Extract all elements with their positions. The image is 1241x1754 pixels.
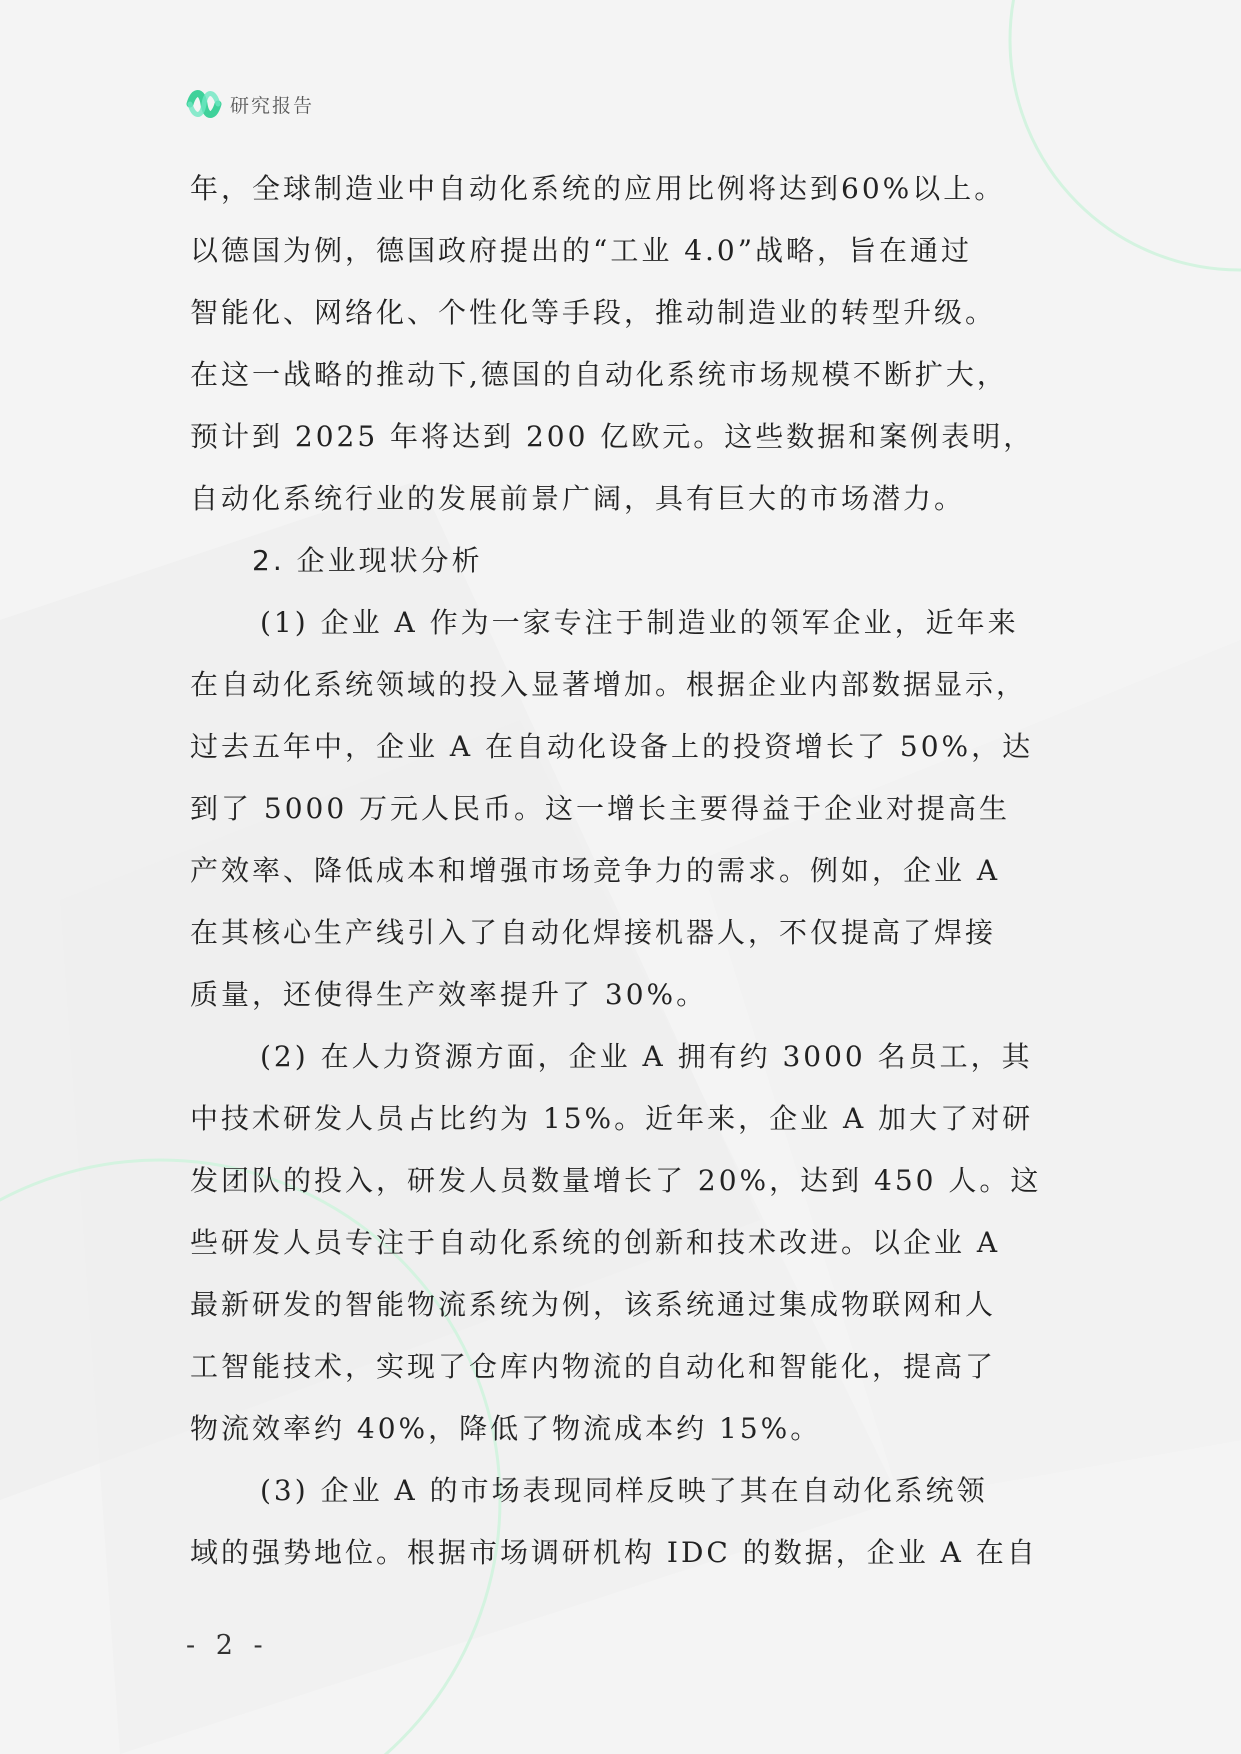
paragraph-line: 在其核心生产线引入了自动化焊接机器人，不仅提高了焊接: [190, 916, 997, 949]
logo-icon: [186, 88, 222, 120]
paragraph-line: 些研发人员专注于自动化系统的创新和技术改进。以企业 A: [190, 1226, 1001, 1259]
section-heading: 2. 企业现状分析: [252, 544, 483, 577]
header-title: 研究报告: [230, 94, 315, 117]
paragraph-line: (3) 企业 A 的市场表现同样反映了其在自动化系统领: [260, 1474, 988, 1507]
paragraph-line: 产效率、降低成本和增强市场竞争力的需求。例如，企业 A: [190, 854, 1001, 887]
paragraph-line: 在自动化系统领域的投入显著增加。根据企业内部数据显示，: [190, 668, 1028, 701]
paragraph-line: 中技术研发人员占比约为 15%。近年来，企业 A 加大了对研: [190, 1102, 1034, 1135]
paragraph-line: 工智能技术，实现了仓库内物流的自动化和智能化，提高了: [190, 1350, 997, 1383]
paragraph-line: 过去五年中，企业 A 在自动化设备上的投资增长了 50%，达: [190, 730, 1034, 763]
paragraph-line: 自动化系统行业的发展前景广阔，具有巨大的市场潜力。: [190, 482, 966, 515]
paragraph-line: 物流效率约 40%，降低了物流成本约 15%。: [190, 1412, 822, 1445]
paragraph-line: 智能化、网络化、个性化等手段，推动制造业的转型升级。: [190, 296, 997, 329]
paragraph-line: 域的强势地位。根据市场调研机构 IDC 的数据，企业 A 在自: [190, 1536, 1038, 1569]
paragraph-line: 在这一战略的推动下,德国的自动化系统市场规模不断扩大，: [190, 358, 1008, 391]
document-body: [190, 158, 1060, 1584]
paragraph-line: 质量，还使得生产效率提升了 30%。: [190, 978, 708, 1011]
paragraph-line: 到了 5000 万元人民币。这一增长主要得益于企业对提高生: [190, 792, 1011, 825]
paragraph-line: 预计到 2025 年将达到 200 亿欧元。这些数据和案例表明，: [190, 420, 1035, 453]
paragraph-line: (2) 在人力资源方面，企业 A 拥有约 3000 名员工，其: [260, 1040, 1033, 1073]
paragraph-line: 年，全球制造业中自动化系统的应用比例将达到60%以上。: [190, 172, 1006, 205]
paragraph-line: (1) 企业 A 作为一家专注于制造业的领军企业，近年来: [260, 606, 1019, 639]
paragraph-line: 发团队的投入，研发人员数量增长了 20%，达到 450 人。这: [190, 1164, 1042, 1197]
report-header: [186, 88, 314, 120]
page-number: - 2 -: [186, 1630, 269, 1661]
paragraph-line: 以德国为例，德国政府提出的“工业 4.0”战略，旨在通过: [190, 234, 973, 267]
paragraph-line: 最新研发的智能物流系统为例，该系统通过集成物联网和人: [190, 1288, 997, 1321]
